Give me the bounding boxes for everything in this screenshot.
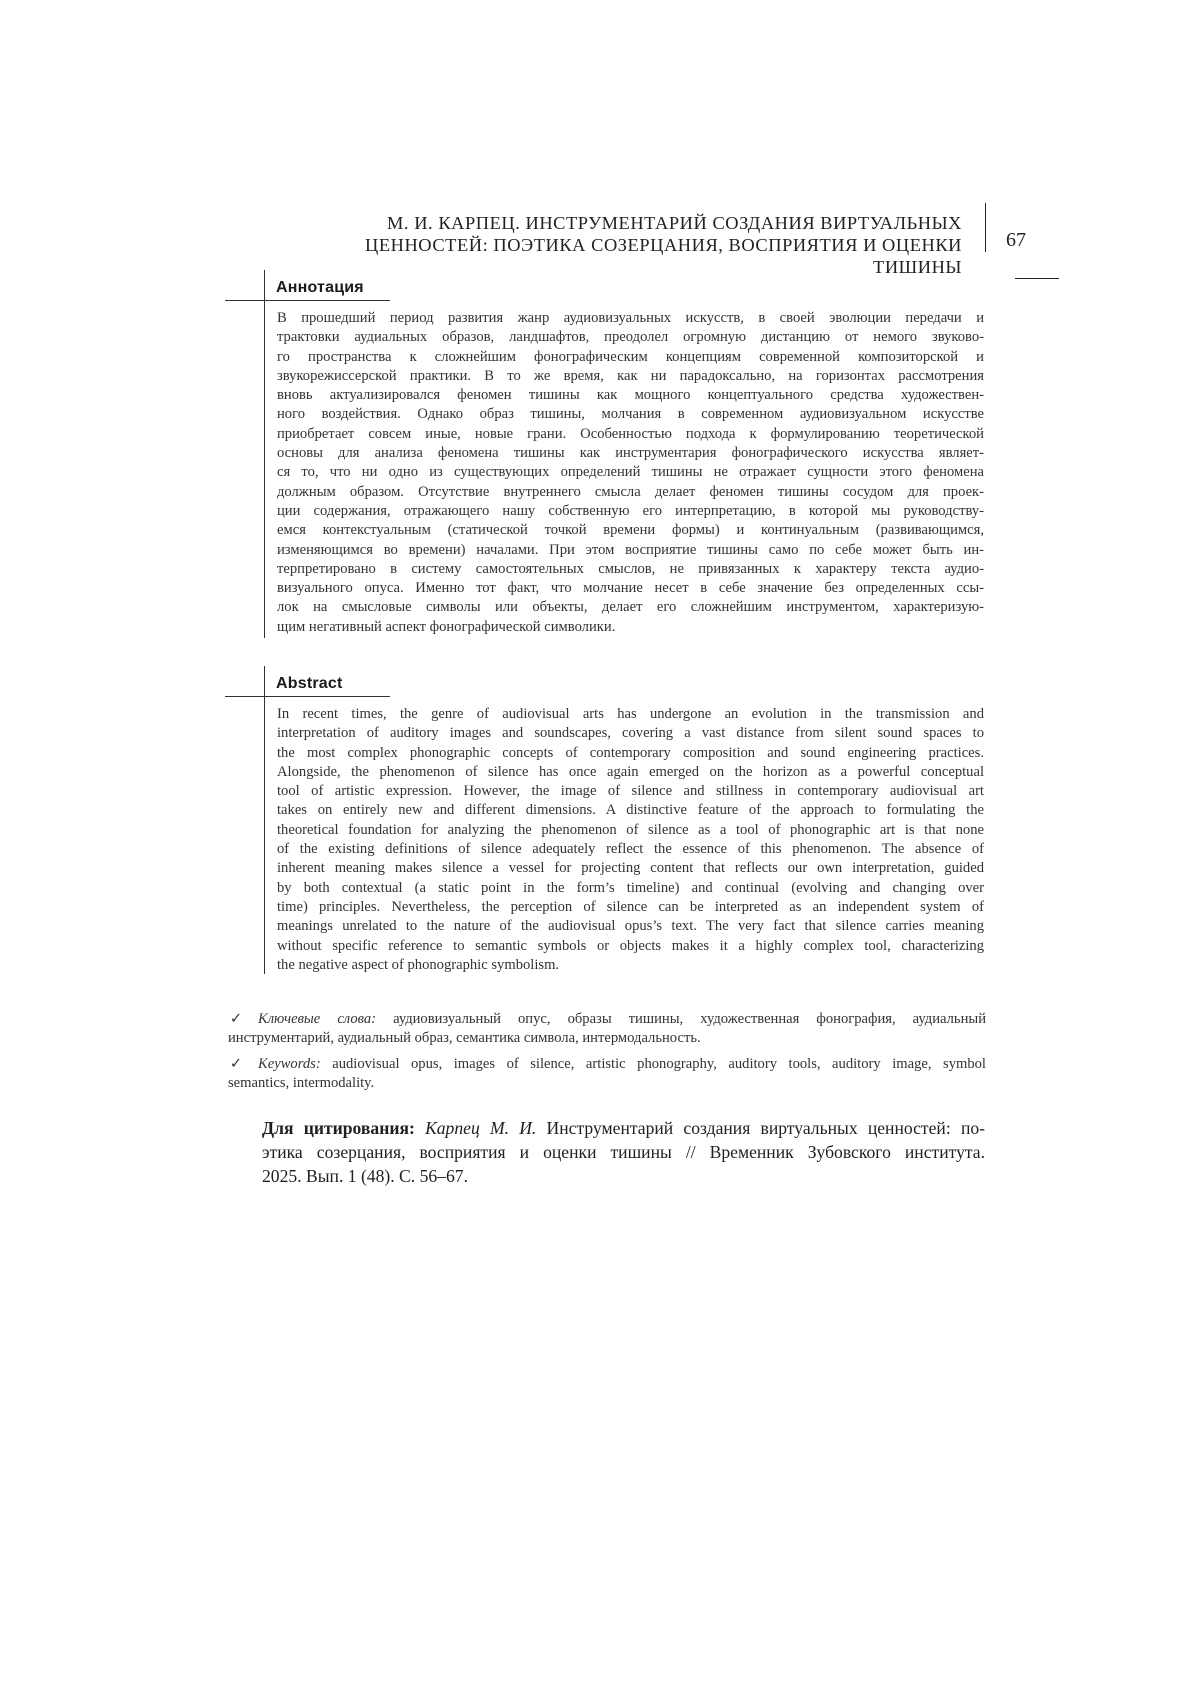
page-number-rule xyxy=(1015,278,1059,279)
citation-line: этика созерцания, восприятия и оценки тишины // Временник Зубовского института. xyxy=(262,1142,985,1162)
text-line: приобретает совсем иные, новые грани. Особенностью подхода к формулированию теоретической xyxy=(277,425,984,442)
text-line: щим негативный аспект фонографической символики. xyxy=(277,618,616,635)
abstract-title: Abstract xyxy=(276,675,343,692)
text-line: of the existing definitions of silence adequately reflect the essence of this phenomenon. The absence of xyxy=(277,841,984,858)
keywords-ru-values-cont: инструментарий, аудиальный образ, семантика символа, интермодальность. xyxy=(228,1030,701,1047)
checkmark-icon: ✓ xyxy=(229,1056,243,1072)
abstract-text xyxy=(277,705,984,975)
text-line: interpretation of auditory images and soundscapes, covering a vast distance from silent sound spaces to xyxy=(277,725,984,742)
text-line: изменяющимся во времени) началами. При этом восприятие тишины само по себе может быть ин- xyxy=(277,541,984,558)
text-line: В прошедший период развития жанр аудиовизуальных искусств, в своей эволюции передачи и xyxy=(277,310,984,326)
text-line: звукорежиссерской практики. В то же время, как ни парадоксально, на горизонтах рассмотрения xyxy=(277,367,984,384)
keywords-ru-values: аудиовизуальный опус, образы тишины, художественная фонография, аудиальный xyxy=(376,1011,986,1027)
text-line: the negative aspect of phonographic symbolism. xyxy=(277,956,560,973)
text-line: вновь актуализировался феномен тишины как мощного концептуального средства художествен- xyxy=(277,387,984,404)
text-line: лок на смысловые символы или объекты, делает его сложнейшим инструментом, характеризую- xyxy=(277,599,984,616)
text-line: In recent times, the genre of audiovisual arts has undergone an evolution in the transmission and xyxy=(277,706,984,722)
text-line: визуального опуса. Именно тот факт, что молчание несет в себе значение без определенных ссы- xyxy=(277,580,984,597)
text-line: inherent meaning makes silence a vessel for projecting content that reflects our own interpretation, guided xyxy=(277,860,984,877)
text-line: meanings unrelated to the nature of the audiovisual opus’s text. The very fact that silence carries meaning xyxy=(277,918,984,935)
text-line: without specific reference to semantic symbols or objects makes it a highly complex tool, characterizing xyxy=(277,937,984,954)
text-line: го пространства к сложнейшим фонографическим концепциям современной композиторской и xyxy=(277,348,984,365)
text-line: Alongside, the phenomenon of silence has once again emerged on the horizon as a powerful conceptual xyxy=(277,763,984,780)
abstract-rule xyxy=(225,696,390,697)
keywords-en xyxy=(228,1055,986,1094)
running-header xyxy=(290,212,962,278)
keywords-en-label: Keywords: xyxy=(258,1056,321,1072)
text-line: tool of artistic expression. However, the image of silence and stillness in contemporary audiovisual art xyxy=(277,783,984,800)
text-line: ного воздействия. Однако образ тишины, молчания в современном аудиовизуальном искусстве xyxy=(277,406,984,423)
annotation-bar xyxy=(264,270,265,638)
text-line: by both contextual (a static point in the form’s timeline) and continual (evolving and changing over xyxy=(277,879,984,896)
annotation-text xyxy=(277,309,984,637)
keywords-en-values: audiovisual opus, images of silence, artistic phonography, auditory tools, auditory image, symbol xyxy=(320,1056,986,1072)
text-line: ся то, что ни одно из существующих определений тишины не отражает сущности этого феномена xyxy=(277,464,984,481)
text-line: ции содержания, отражающего нашу собственную его интерпретацию, в которой мы руководству- xyxy=(277,502,984,519)
text-line: емся контекстуальным (статической точкой времени формы) и континуальным (развивающимся, xyxy=(277,522,984,539)
page-number: 67 xyxy=(1006,229,1026,251)
keywords-ru-label: Ключевые слова: xyxy=(258,1011,377,1027)
text-line: time) principles. Nevertheless, the perception of silence can be interpreted as an independent system of xyxy=(277,898,984,915)
abstract-bar xyxy=(264,666,265,974)
text-line: трактовки аудиальных образов, ландшафтов, преодолел огромную дистанцию от немого звуково- xyxy=(277,329,984,346)
citation-label: Для цитирования: xyxy=(262,1118,415,1138)
keywords-en-values-cont: semantics, intermodality. xyxy=(228,1075,375,1092)
checkmark-icon: ✓ xyxy=(229,1011,243,1027)
text-line: theoretical foundation for analyzing the phenomenon of silence as a tool of phonographic art is that none xyxy=(277,821,984,838)
annotation-rule xyxy=(225,300,390,301)
text-line: должным образом. Отсутствие внутреннего смысла делает феномен тишины сосудом для проек- xyxy=(277,483,984,500)
text-line: основы для анализа феномена тишины как инструментария фонографического искусства являет- xyxy=(277,445,984,462)
annotation-title: Аннотация xyxy=(276,279,364,296)
keywords-ru xyxy=(228,1010,986,1049)
text-line: takes on entirely new and different dimensions. A distinctive feature of the approach to formulating the xyxy=(277,802,984,819)
citation-title: Инструментарий создания виртуальных ценностей: по- xyxy=(536,1118,986,1138)
header-line-2: ЦЕННОСТЕЙ: ПОЭТИКА СОЗЕРЦАНИЯ, ВОСПРИЯТИЯ И ОЦЕНКИ ТИШИНЫ xyxy=(365,235,962,277)
citation-line: 2025. Вып. 1 (48). С. 56–67. xyxy=(262,1166,468,1186)
header-divider xyxy=(985,203,986,252)
citation-author: Карпец М. И. xyxy=(425,1118,537,1138)
citation-block xyxy=(262,1116,985,1188)
text-line: терпретировано в систему самостоятельных смыслов, не привязанных к характеру текста аудио- xyxy=(277,560,984,577)
text-line: the most complex phonographic concepts of contemporary composition and sound engineering practices. xyxy=(277,744,984,761)
header-line-1: М. И. КАРПЕЦ. ИНСТРУМЕНТАРИЙ СОЗДАНИЯ ВИРТУАЛЬНЫХ xyxy=(387,213,962,233)
